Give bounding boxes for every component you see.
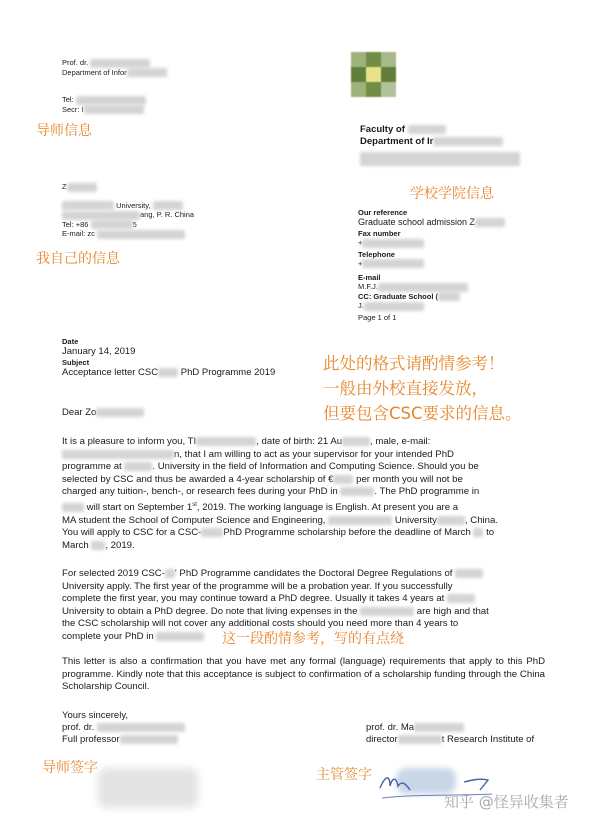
p1-text: charged any tuition-, bench-, or research fees during your PhD in [62, 486, 338, 498]
redaction [91, 541, 105, 550]
redaction [84, 105, 144, 114]
p1-text: per month you will not be [356, 473, 463, 485]
redaction [127, 68, 167, 77]
redaction [455, 569, 483, 578]
redaction [90, 59, 150, 68]
redaction [438, 292, 460, 301]
redaction [201, 528, 223, 537]
p2-text: University apply. The first year of the programme will be a probation year. If you successfully [62, 580, 453, 592]
redaction [67, 183, 97, 192]
p1-text: programme at [62, 461, 122, 473]
format-note-line2: 一般由外校直接发放， [323, 379, 488, 398]
redaction [96, 408, 144, 417]
p1-text: It is a pleasure to inform you, TI [62, 436, 197, 447]
p1-text: , 2019. The working language is English. At present you are a [196, 502, 459, 514]
redaction [447, 594, 475, 603]
redaction [475, 218, 505, 227]
p1-text: , 2019. [105, 539, 135, 551]
format-note-line3: 但要包含CSC要求的信息。 [323, 404, 522, 423]
redaction [120, 735, 178, 744]
sig1-title: Full professor [62, 734, 120, 745]
redaction [62, 211, 140, 220]
email-value: M.F.J. [358, 282, 378, 292]
sender-tel: Tel: +86 [62, 219, 89, 229]
p1-text: MA student the School of Computer Science and Engineering, [62, 514, 326, 526]
redaction [165, 569, 175, 578]
format-note-line1: 此处的格式请酌情参考！ [323, 354, 505, 373]
subject-label: Subject [62, 358, 90, 367]
subject-value: Acceptance letter CSC [62, 367, 159, 378]
redaction [473, 528, 483, 537]
page-number: Page 1 of 1 [358, 312, 397, 322]
redaction [62, 450, 174, 459]
redaction [158, 368, 178, 377]
sender-block [62, 182, 194, 239]
redaction [333, 475, 353, 484]
sender-initial: Z [62, 182, 67, 191]
fax-label: Fax number [358, 229, 401, 238]
faculty-label: Faculty of [360, 124, 405, 135]
university-logo [351, 52, 396, 97]
cc-value: J. [358, 301, 364, 311]
supervisor-block [62, 58, 167, 114]
department-label: Department of Ir [360, 136, 434, 147]
telephone-value: + [358, 258, 363, 268]
sender-email: E-mail: zc [62, 229, 95, 239]
redaction [360, 152, 520, 166]
signature-left [62, 722, 185, 746]
date-value: January 14, 2019 [62, 346, 136, 357]
p1-text: PhD Programme scholarship before the deadline of March [223, 527, 471, 539]
sender-tel-end: 5 [132, 219, 137, 229]
our-reference-value: Graduate school admission Z [358, 217, 476, 227]
supervisor-tel: Tel: [62, 95, 74, 105]
watermark: 知乎 @怪异收集者 [444, 793, 569, 811]
redaction [398, 735, 442, 744]
annotation-my-info: 我自己的信息 [36, 251, 120, 267]
p1-text: selected by CSC and thus be awarded a 4-year scholarship of € [62, 473, 334, 485]
redaction [362, 259, 424, 268]
paragraph-3: This letter is also a confirmation that you have met any formal (language) requirements that apply to this PhD programme. Kindly note that this acceptance is subject to confirmation of a scholarship funding through the China Scholarship Council. [62, 656, 545, 693]
redaction [124, 462, 152, 471]
p2-text: complete your PhD in [62, 630, 154, 642]
redaction [378, 283, 468, 292]
email-label: E-mail [358, 273, 381, 283]
cc-label: CC: Graduate School ( [358, 291, 439, 301]
fax-value: + [358, 238, 363, 247]
supervisor-name: Prof. dr. [62, 58, 89, 67]
redaction [76, 96, 146, 105]
redaction [156, 632, 204, 641]
p2-text: the CSC scholarship will not cover any additional costs should you need more than 4 years to [62, 618, 459, 630]
greeting-text: Dear Zo [62, 407, 97, 418]
sender-university: University, [116, 200, 151, 210]
redaction [328, 516, 392, 525]
redaction [153, 201, 183, 210]
redaction [196, 437, 256, 446]
redaction [62, 503, 84, 512]
p1-text: You will apply to CSC for a CSC- [62, 527, 202, 539]
redaction [433, 137, 503, 146]
annotation-supervisor-sign: 导师签字 [42, 760, 98, 776]
date-label: Date [62, 337, 79, 346]
annotation-format-note [323, 351, 522, 426]
p1-text: , date of birth: 21 Au [256, 436, 343, 447]
signature-right [366, 722, 534, 746]
redaction [97, 230, 185, 239]
sig2-title-b: t Research Institute of [441, 734, 535, 745]
our-reference-label: Our reference [358, 208, 408, 217]
telephone-label: Telephone [358, 249, 395, 259]
sig2-name: prof. dr. Ma [366, 722, 415, 733]
p1-text: University [394, 514, 437, 526]
redaction [360, 607, 414, 616]
annotation-school-info: 学校学院信息 [410, 186, 494, 202]
supervisor-signature [98, 768, 198, 808]
p2-text: For selected 2019 CSC- [62, 568, 165, 579]
closing: Yours sincerely, [62, 710, 129, 721]
paragraph-1: It is a pleasure to inform you, TI , date of birth: 21 Au , male, e-mail: n, that I am willing to act as your supervisor for your intended PhD programme at . University in the field of Information and Computing Science. Should you be selected by CSC and thus be awarded a 4-year scholarship of € per month you will not be charged any tuition-, bench-, or research fees during your PhD in . The PhD programme in will start on September 1st, 2019. The working language is English. At present you are a MA student the School of Computer Science and Engineering, University , China. You will apply to CSC for a CSC- PhD Programme scholarship before the deadline of March to March , 2019. [62, 436, 499, 551]
p1-text: , China. [464, 514, 499, 526]
p1-text: . The PhD programme in [374, 486, 480, 498]
p2-text: University to obtain a PhD degree. Do note that living expenses in the [62, 605, 358, 617]
p1-superscript: st [192, 501, 197, 508]
p1-text: male, e-mail: [375, 436, 431, 447]
recipient-block [360, 124, 520, 166]
redaction [340, 487, 374, 496]
redaction [408, 125, 446, 134]
sig2-title: director [366, 734, 398, 745]
redaction [414, 723, 464, 732]
redaction [362, 239, 424, 248]
supervisor-department: Department of Infor [62, 67, 127, 77]
sig1-name: prof. dr. [62, 722, 95, 733]
p2-text: complete the first year, you may continue toward a PhD degree. Usually it takes 4 years at [62, 593, 445, 605]
sender-city: ang, P. R. China [140, 210, 195, 220]
p2-text: ' PhD Programme candidates the Doctoral Degree Regulations of [174, 568, 453, 579]
redaction [437, 516, 465, 525]
subject-value-end: PhD Programme 2019 [180, 367, 276, 378]
annotation-paragraph-note: 这一段酌情参考，写的有点绕 [222, 631, 404, 647]
annotation-supervisor-info: 导师信息 [36, 123, 92, 139]
p1-text: March [62, 539, 89, 551]
supervisor-secr: Secr: I [62, 104, 84, 114]
redaction [342, 437, 370, 446]
redaction [62, 201, 114, 210]
reference-block [358, 208, 558, 322]
redaction [364, 302, 424, 311]
p1-text: will start on September 1 [86, 502, 193, 514]
redaction [97, 723, 185, 732]
p1-text: . University in the field of Information and Computing Science. Should you be [152, 461, 479, 473]
p1-text: to [486, 527, 495, 539]
annotation-director-sign: 主管签字 [316, 767, 372, 783]
p1-text: n, that I am willing to act as your supervisor for your intended PhD [174, 448, 454, 460]
redaction [91, 220, 133, 229]
greeting [62, 407, 144, 419]
p2-text: are high and that [416, 605, 489, 617]
date-subject-block [62, 337, 275, 379]
